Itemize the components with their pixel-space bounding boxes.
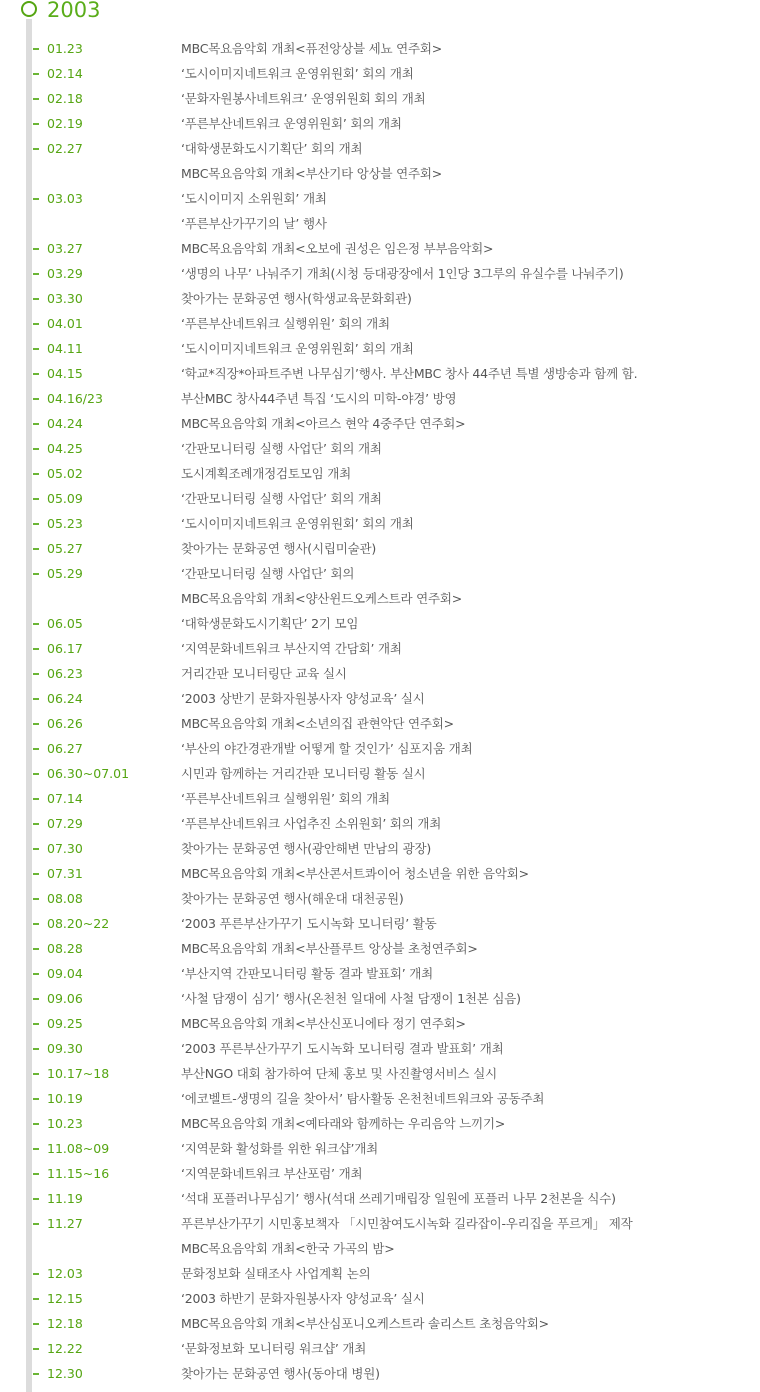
event-date: 10.19 (47, 1091, 83, 1106)
event-description: ‘푸른부산네트워크 운영위원회’ 회의 개최 (181, 116, 402, 131)
event-description: 찾아가는 문화공연 행사(해운대 대천공원) (181, 891, 404, 906)
timeline-dash-marker (33, 698, 39, 700)
event-description: MBC목요음악회 개최<양산윈드오케스트라 연주회> (181, 591, 462, 606)
event-description: MBC목요음악회 개최<한국 가곡의 밤> (181, 1241, 395, 1256)
timeline-dash-marker (33, 1373, 39, 1375)
timeline-row (0, 786, 760, 811)
event-description: ‘에코벨트-생명의 길을 찾아서’ 탐사활동 온천천네트워크와 공동주최 (181, 1091, 545, 1106)
event-description: ‘간판모니터링 실행 사업단’ 회의 개최 (181, 491, 382, 506)
timeline-row (0, 1236, 760, 1261)
event-date: 12.15 (47, 1291, 83, 1306)
event-date: 02.19 (47, 116, 83, 131)
timeline-dash-marker (33, 448, 39, 450)
timeline-dash-marker (33, 123, 39, 125)
event-description: ‘도시이미지네트워크 운영위원회’ 회의 개최 (181, 516, 414, 531)
event-description: ‘생명의 나무’ 나눠주기 개최(시청 등대광장에서 1인당 3그루의 유실수를 나눠주기) (181, 266, 624, 281)
event-description: ‘간판모니터링 실행 사업단’ 회의 개최 (181, 441, 382, 456)
event-date: 04.01 (47, 316, 83, 331)
timeline-dash-marker (33, 348, 39, 350)
event-date: 06.24 (47, 691, 83, 706)
event-description: ‘학교*직장*아파트주변 나무심기’행사. 부산MBC 창사 44주년 특별 생방송과 함께 함. (181, 366, 638, 381)
timeline-dash-marker (33, 1023, 39, 1025)
timeline-row (0, 311, 760, 336)
event-description: ‘도시이미지네트워크 운영위원회’ 회의 개최 (181, 341, 414, 356)
timeline-dash-marker (33, 273, 39, 275)
event-date: 12.22 (47, 1341, 83, 1356)
event-description: ‘푸른부산네트워크 사업추진 소위원회’ 회의 개최 (181, 816, 442, 831)
event-date: 07.30 (47, 841, 83, 856)
event-date: 11.19 (47, 1191, 83, 1206)
event-date: 06.23 (47, 666, 83, 681)
timeline-row (0, 761, 760, 786)
timeline-row (0, 986, 760, 1011)
event-description: 찾아가는 문화공연 행사(광안해변 만남의 광장) (181, 841, 432, 856)
event-date: 12.18 (47, 1316, 83, 1331)
event-date: 07.14 (47, 791, 83, 806)
event-description: 부산MBC 창사44주년 특집 ‘도시의 미학-야경’ 방영 (181, 391, 457, 406)
event-description: ‘푸른부산네트워크 실행위원’ 회의 개최 (181, 316, 390, 331)
event-description: 찾아가는 문화공연 행사(시립미술관) (181, 541, 377, 556)
timeline-row (0, 461, 760, 486)
timeline-row (0, 1061, 760, 1086)
event-description: MBC목요음악회 개최<퓨전앙상블 세뇨 연주회> (181, 41, 443, 56)
timeline-dash-marker (33, 573, 39, 575)
event-date: 02.18 (47, 91, 83, 106)
timeline-row (0, 1086, 760, 1111)
event-date: 06.27 (47, 741, 83, 756)
timeline-row (0, 86, 760, 111)
timeline-dash-marker (33, 248, 39, 250)
event-date: 06.26 (47, 716, 83, 731)
event-description: MBC목요음악회 개최<부산기타 앙상블 연주회> (181, 166, 443, 181)
timeline-row (0, 636, 760, 661)
timeline-row (0, 1286, 760, 1311)
event-description: MBC목요음악회 개최<부산신포니에타 정기 연주회> (181, 1016, 466, 1031)
event-date: 08.28 (47, 941, 83, 956)
event-description: ‘대학생문화도시기획단’ 2기 모임 (181, 616, 359, 631)
event-date: 04.16/23 (47, 391, 103, 406)
timeline-dash-marker (33, 898, 39, 900)
event-date: 08.08 (47, 891, 83, 906)
event-description: ‘문화자원봉사네트워크’ 운영위원회 회의 개최 (181, 91, 426, 106)
event-date: 06.30~07.01 (47, 766, 130, 781)
event-date: 03.30 (47, 291, 83, 306)
event-date: 08.20~22 (47, 916, 110, 931)
event-description: ‘간판모니터링 실행 사업단’ 회의 (181, 566, 355, 581)
timeline-row (0, 211, 760, 236)
timeline-dash-marker (33, 1098, 39, 1100)
event-description: MBC목요음악회 개최<오보에 권성은 임은정 부부음악회> (181, 241, 494, 256)
event-description: ‘도시이미지 소위원회’ 개최 (181, 191, 327, 206)
timeline-dash-marker (33, 98, 39, 100)
timeline-dash-marker (33, 873, 39, 875)
event-date: 04.25 (47, 441, 83, 456)
event-date: 05.02 (47, 466, 83, 481)
timeline-row (0, 1161, 760, 1186)
event-description: ‘지역문화네트워크 부산지역 간담회’ 개최 (181, 641, 402, 656)
timeline-dash-marker (33, 748, 39, 750)
event-description: 푸른부산가꾸기 시민홍보책자 「시민참여도시녹화 길라잡이-우리집을 푸르게」 제작 (181, 1216, 633, 1231)
event-date: 09.25 (47, 1016, 83, 1031)
timeline-dash-marker (33, 48, 39, 50)
event-description: ‘부산의 야간경관개발 어떻게 할 것인가’ 심포지움 개최 (181, 741, 473, 756)
event-description: 찾아가는 문화공연 행사(학생교육문화회관) (181, 291, 412, 306)
timeline-dash-marker (33, 523, 39, 525)
event-date: 09.30 (47, 1041, 83, 1056)
event-description: ‘지역문화네트워크 부산포럼’ 개최 (181, 1166, 363, 1181)
event-description: 거리간판 모니터링단 교육 실시 (181, 666, 347, 681)
timeline-row (0, 961, 760, 986)
timeline-dash-marker (33, 623, 39, 625)
timeline-dash-marker (33, 1198, 39, 1200)
event-description: ‘대학생문화도시기획단’ 회의 개최 (181, 141, 363, 156)
year-heading: 2003 (47, 0, 101, 22)
timeline-row (0, 336, 760, 361)
timeline-list (0, 36, 760, 1386)
event-date: 04.11 (47, 341, 83, 356)
event-description: MBC목요음악회 개최<부산콘서트콰이어 청소년을 위한 음악회> (181, 866, 529, 881)
timeline-dash-marker (33, 948, 39, 950)
timeline-row (0, 1361, 760, 1386)
event-description: ‘도시이미지네트워크 운영위원회’ 회의 개최 (181, 66, 414, 81)
event-date: 05.09 (47, 491, 83, 506)
timeline-dash-marker (33, 723, 39, 725)
timeline-row (0, 1336, 760, 1361)
timeline-row (0, 886, 760, 911)
timeline-row (0, 1011, 760, 1036)
timeline-row (0, 711, 760, 736)
event-date: 10.17~18 (47, 1066, 110, 1081)
timeline-dash-marker (33, 1173, 39, 1175)
timeline-row (0, 411, 760, 436)
timeline-dash-marker (33, 373, 39, 375)
timeline-row (0, 161, 760, 186)
event-description: 찾아가는 문화공연 행사(동아대 병원) (181, 1366, 380, 1381)
timeline-row (0, 1036, 760, 1061)
timeline-dash-marker (33, 973, 39, 975)
timeline-dash-marker (33, 398, 39, 400)
timeline-dash-marker (33, 648, 39, 650)
timeline-row (0, 736, 760, 761)
timeline-dash-marker (33, 1148, 39, 1150)
event-description: 문화정보화 실태조사 사업계획 논의 (181, 1266, 371, 1281)
timeline-dash-marker (33, 998, 39, 1000)
event-description: ‘2003 상반기 문화자원봉사자 양성교육’ 실시 (181, 691, 425, 706)
timeline-row (0, 836, 760, 861)
timeline-row (0, 911, 760, 936)
timeline-row (0, 1211, 760, 1236)
timeline-dash-marker (33, 1073, 39, 1075)
event-description: ‘석대 포플러나무심기’ 행사(석대 쓰레기매립장 일원에 포플러 나무 2천본을 식수) (181, 1191, 616, 1206)
timeline-row (0, 1311, 760, 1336)
timeline-row (0, 61, 760, 86)
timeline-dash-marker (33, 1323, 39, 1325)
timeline-row (0, 486, 760, 511)
timeline-dash-marker (33, 1348, 39, 1350)
timeline-dash-marker (33, 798, 39, 800)
event-description: ‘2003 하반기 문화자원봉사자 양성교육’ 실시 (181, 1291, 425, 1306)
event-description: ‘푸른부산가꾸기의 날’ 행사 (181, 216, 327, 231)
event-date: 10.23 (47, 1116, 83, 1131)
timeline-row (0, 1261, 760, 1286)
timeline-row (0, 1136, 760, 1161)
event-description: 부산NGO 대회 참가하여 단체 홍보 및 사진촬영서비스 실시 (181, 1066, 497, 1081)
timeline-dash-marker (33, 923, 39, 925)
event-date: 01.23 (47, 41, 83, 56)
event-description: ‘문화정보화 모니터링 워크샵’ 개최 (181, 1341, 367, 1356)
timeline-dash-marker (33, 1223, 39, 1225)
timeline-dash-marker (33, 1048, 39, 1050)
event-date: 12.30 (47, 1366, 83, 1381)
timeline-row (0, 36, 760, 61)
timeline-row (0, 611, 760, 636)
timeline-row (0, 111, 760, 136)
timeline-dash-marker (33, 423, 39, 425)
timeline-row (0, 661, 760, 686)
event-date: 07.29 (47, 816, 83, 831)
event-date: 12.03 (47, 1266, 83, 1281)
timeline-dash-marker (33, 548, 39, 550)
event-date: 03.27 (47, 241, 83, 256)
event-date: 11.08~09 (47, 1141, 110, 1156)
event-date: 05.29 (47, 566, 83, 581)
timeline-row (0, 511, 760, 536)
event-date: 04.15 (47, 366, 83, 381)
timeline-row (0, 811, 760, 836)
timeline-row (0, 386, 760, 411)
event-date: 02.14 (47, 66, 83, 81)
timeline-dash-marker (33, 673, 39, 675)
timeline-row (0, 261, 760, 286)
timeline-dash-marker (33, 498, 39, 500)
timeline-row (0, 1111, 760, 1136)
event-description: 시민과 함께하는 거리간판 모니터링 활동 실시 (181, 766, 426, 781)
event-description: ‘푸른부산네트워크 실행위원’ 회의 개최 (181, 791, 390, 806)
event-description: MBC목요음악회 개최<예타래와 함께하는 우리음악 느끼기> (181, 1116, 506, 1131)
timeline-row (0, 861, 760, 886)
timeline-row (0, 286, 760, 311)
timeline-dash-marker (33, 298, 39, 300)
event-date: 05.23 (47, 516, 83, 531)
timeline-dash-marker (33, 73, 39, 75)
event-description: MBC목요음악회 개최<부산심포니오케스트라 솔리스트 초청음악회> (181, 1316, 549, 1331)
timeline-dash-marker (33, 198, 39, 200)
event-description: ‘부산지역 간판모니터링 활동 결과 발표회’ 개최 (181, 966, 434, 981)
timeline-row (0, 236, 760, 261)
timeline-row (0, 361, 760, 386)
event-date: 05.27 (47, 541, 83, 556)
event-date: 06.05 (47, 616, 83, 631)
event-description: MBC목요음악회 개최<소년의집 관현악단 연주회> (181, 716, 454, 731)
timeline-row (0, 686, 760, 711)
event-date: 11.27 (47, 1216, 83, 1231)
event-date: 09.04 (47, 966, 83, 981)
timeline-dash-marker (33, 1123, 39, 1125)
timeline-row (0, 561, 760, 586)
timeline-row (0, 536, 760, 561)
timeline-row (0, 1186, 760, 1211)
event-description: ‘사철 담쟁이 심기’ 행사(온천천 일대에 사철 담쟁이 1천본 심음) (181, 991, 521, 1006)
event-date: 04.24 (47, 416, 83, 431)
timeline-dash-marker (33, 148, 39, 150)
event-description: ‘지역문화 활성화를 위한 워크샵’개최 (181, 1141, 378, 1156)
event-date: 02.27 (47, 141, 83, 156)
event-date: 03.29 (47, 266, 83, 281)
timeline-dash-marker (33, 473, 39, 475)
timeline-dash-marker (33, 773, 39, 775)
event-date: 11.15~16 (47, 1166, 110, 1181)
timeline-row (0, 186, 760, 211)
event-description: ‘2003 푸른부산가꾸기 도시녹화 모니터링’ 활동 (181, 916, 437, 931)
timeline-row (0, 586, 760, 611)
event-description: MBC목요음악회 개최<아르스 현악 4중주단 연주회> (181, 416, 466, 431)
timeline-row (0, 136, 760, 161)
event-description: ‘2003 푸른부산가꾸기 도시녹화 모니터링 결과 발표회’ 개최 (181, 1041, 504, 1056)
event-date: 07.31 (47, 866, 83, 881)
timeline-dash-marker (33, 1273, 39, 1275)
event-description: 도시계획조례개정검토모임 개최 (181, 466, 352, 481)
timeline-dash-marker (33, 323, 39, 325)
timeline-dash-marker (33, 1298, 39, 1300)
timeline-row (0, 436, 760, 461)
event-date: 06.17 (47, 641, 83, 656)
year-marker-circle (21, 1, 37, 17)
event-date: 03.03 (47, 191, 83, 206)
event-description: MBC목요음악회 개최<부산플루트 앙상블 초청연주회> (181, 941, 478, 956)
timeline-dash-marker (33, 823, 39, 825)
timeline-row (0, 936, 760, 961)
event-date: 09.06 (47, 991, 83, 1006)
timeline-dash-marker (33, 848, 39, 850)
